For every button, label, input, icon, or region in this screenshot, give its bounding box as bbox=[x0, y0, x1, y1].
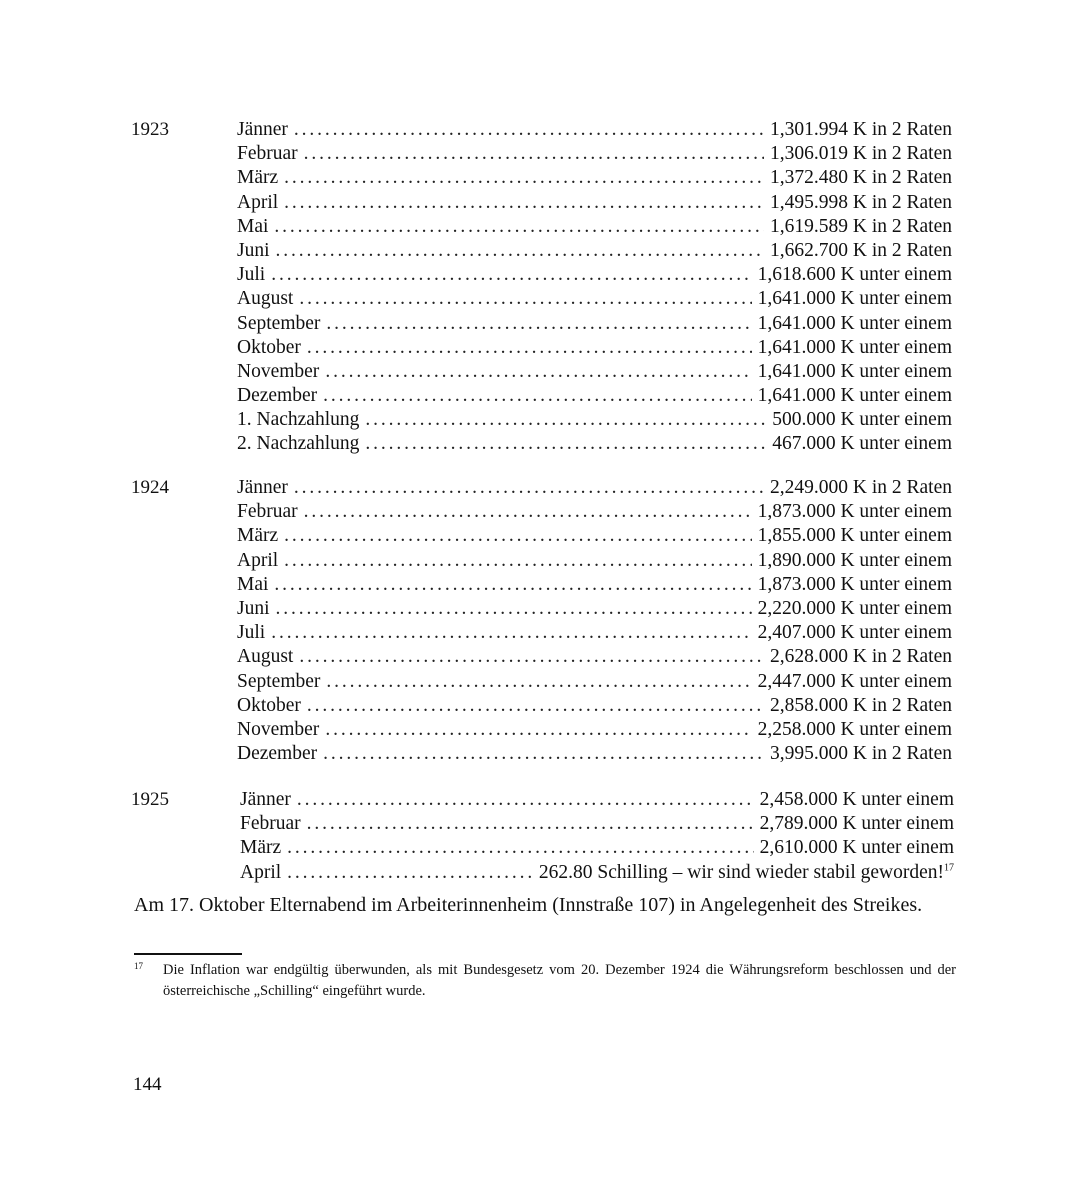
amount-value: 1,372.480 K in 2 Raten bbox=[770, 167, 952, 189]
footnote-reference: 17 bbox=[944, 862, 954, 874]
payment-list bbox=[240, 788, 954, 885]
payment-row bbox=[237, 476, 952, 500]
amount-value: 1,641.000 K unter einem bbox=[757, 336, 952, 358]
dot-leader bbox=[287, 836, 753, 860]
month-label: August bbox=[237, 288, 294, 310]
month-label: Jänner bbox=[237, 477, 288, 498]
dot-leader bbox=[294, 118, 764, 142]
amount-value: 2,220.000 K unter einem bbox=[757, 597, 952, 619]
amount-value: 2,458.000 K unter einem bbox=[759, 789, 954, 810]
month-label: Jänner bbox=[237, 119, 288, 140]
dot-leader bbox=[276, 597, 752, 621]
month-label: 2. Nachzahlung bbox=[237, 433, 360, 455]
dot-leader bbox=[323, 384, 751, 408]
payment-row bbox=[240, 788, 954, 812]
payment-row bbox=[240, 836, 954, 860]
dot-leader bbox=[287, 861, 533, 885]
amount-value: 1,618.600 K unter einem bbox=[757, 264, 952, 286]
footnote bbox=[134, 960, 956, 1002]
amount-value: 1,873.000 K unter einem bbox=[757, 573, 952, 595]
amount-value: 2,407.000 K unter einem bbox=[757, 622, 952, 644]
amount-value: 1,306.019 K in 2 Raten bbox=[770, 143, 952, 165]
dot-leader bbox=[271, 263, 751, 287]
month-label: September bbox=[237, 670, 321, 692]
dot-leader bbox=[307, 694, 764, 718]
month-label: Februar bbox=[237, 501, 298, 523]
month-label: Juli bbox=[237, 622, 266, 644]
dot-leader bbox=[325, 718, 751, 742]
amount-value: 2,249.000 K in 2 Raten bbox=[770, 477, 952, 498]
payment-row bbox=[237, 718, 952, 742]
dot-leader bbox=[299, 645, 764, 669]
payment-row bbox=[237, 215, 952, 239]
amount-value: 1,641.000 K unter einem bbox=[757, 288, 952, 310]
amount-value: 2,258.000 K unter einem bbox=[757, 718, 952, 740]
payment-row bbox=[237, 239, 952, 263]
payment-row bbox=[237, 287, 952, 311]
amount-value: 500.000 K unter einem bbox=[772, 409, 952, 431]
dot-leader bbox=[326, 312, 751, 336]
payment-row bbox=[237, 645, 952, 669]
page-number: 144 bbox=[133, 1074, 162, 1095]
payment-row bbox=[237, 694, 952, 718]
amount-value: 2,610.000 K unter einem bbox=[759, 837, 954, 859]
amount-value: 1,495.998 K in 2 Raten bbox=[770, 191, 952, 213]
month-label: Oktober bbox=[237, 336, 301, 358]
dot-leader bbox=[326, 670, 751, 694]
month-label: Juni bbox=[237, 239, 270, 261]
dot-leader bbox=[271, 621, 751, 645]
month-label: Jänner bbox=[240, 789, 291, 810]
amount-value: 1,619.589 K in 2 Raten bbox=[770, 215, 952, 237]
month-label: Mai bbox=[237, 215, 269, 237]
payment-row bbox=[237, 500, 952, 524]
year-label: 1923 bbox=[131, 119, 169, 140]
dot-leader bbox=[323, 742, 764, 766]
month-label: Februar bbox=[237, 143, 298, 165]
dot-leader bbox=[284, 191, 764, 215]
dot-leader bbox=[294, 476, 764, 500]
payment-row bbox=[237, 549, 952, 573]
month-label: März bbox=[237, 525, 279, 547]
payment-list bbox=[237, 476, 952, 766]
amount-value: 1,873.000 K unter einem bbox=[757, 501, 952, 523]
footnote-text: Die Inflation war endgültig überwunden, als mit Bundesgesetz vom 20. Dezember 1924 die Währungsreform beschlossen und der österreichische „Schilling“ eingeführt wurde. bbox=[163, 962, 956, 999]
month-label: Mai bbox=[237, 573, 269, 595]
month-label: September bbox=[237, 312, 321, 334]
dot-leader bbox=[284, 524, 751, 548]
amount-value: 1,641.000 K unter einem bbox=[757, 360, 952, 382]
amount-value: 3,995.000 K in 2 Raten bbox=[770, 743, 952, 765]
payment-row bbox=[237, 573, 952, 597]
payment-row bbox=[237, 360, 952, 384]
dot-leader bbox=[307, 812, 754, 836]
dot-leader bbox=[365, 432, 766, 456]
month-label: November bbox=[237, 718, 320, 740]
payment-row bbox=[240, 812, 954, 836]
month-label: März bbox=[237, 167, 279, 189]
payment-row bbox=[237, 742, 952, 766]
dot-leader bbox=[284, 166, 764, 190]
payment-row bbox=[237, 384, 952, 408]
month-label: April bbox=[237, 549, 279, 571]
month-label: Oktober bbox=[237, 694, 301, 716]
month-label: April bbox=[237, 191, 279, 213]
month-label: Juni bbox=[237, 597, 270, 619]
payment-row bbox=[237, 621, 952, 645]
month-label: Juli bbox=[237, 264, 266, 286]
month-label: August bbox=[237, 646, 294, 668]
payment-row bbox=[240, 861, 954, 885]
month-label: April bbox=[240, 861, 282, 883]
dot-leader bbox=[304, 500, 752, 524]
dot-leader bbox=[274, 573, 751, 597]
dot-leader bbox=[284, 549, 751, 573]
amount-value: 1,855.000 K unter einem bbox=[757, 525, 952, 547]
amount-value: 1,890.000 K unter einem bbox=[757, 549, 952, 571]
payment-row bbox=[237, 142, 952, 166]
month-label: Dezember bbox=[237, 385, 318, 407]
month-label: Februar bbox=[240, 813, 301, 835]
month-label: Dezember bbox=[237, 743, 318, 765]
amount-value: 1,662.700 K in 2 Raten bbox=[770, 239, 952, 261]
footnote-mark: 17 bbox=[134, 961, 143, 971]
payment-row bbox=[237, 166, 952, 190]
dot-leader bbox=[299, 287, 751, 311]
month-label: März bbox=[240, 837, 282, 859]
payment-row bbox=[237, 432, 952, 456]
month-label: 1. Nachzahlung bbox=[237, 409, 360, 431]
payment-row bbox=[237, 312, 952, 336]
amount-value: 2,858.000 K in 2 Raten bbox=[770, 694, 952, 716]
year-label: 1925 bbox=[131, 789, 169, 810]
amount-value: 1,641.000 K unter einem bbox=[757, 385, 952, 407]
amount-value: 2,628.000 K in 2 Raten bbox=[770, 646, 952, 668]
payment-row bbox=[237, 597, 952, 621]
payment-row bbox=[237, 118, 952, 142]
dot-leader bbox=[307, 336, 752, 360]
footnote-divider bbox=[134, 953, 242, 955]
body-paragraph: Am 17. Oktober Elternabend im Arbeiterinnenheim (Innstraße 107) in Angelegenheit des Streikes. bbox=[134, 894, 923, 916]
amount-value: 2,447.000 K unter einem bbox=[757, 670, 952, 692]
amount-value: 262.80 Schilling – wir sind wieder stabil geworden!$^{17}$ bbox=[538, 861, 954, 883]
dot-leader bbox=[304, 142, 764, 166]
dot-leader bbox=[365, 408, 766, 432]
payment-list bbox=[237, 118, 952, 457]
payment-row bbox=[237, 670, 952, 694]
dot-leader bbox=[325, 360, 751, 384]
payment-row bbox=[237, 263, 952, 287]
amount-value: 467.000 K unter einem bbox=[772, 433, 952, 455]
payment-row bbox=[237, 524, 952, 548]
dot-leader bbox=[297, 788, 754, 812]
month-label: November bbox=[237, 360, 320, 382]
payment-row bbox=[237, 408, 952, 432]
payment-row bbox=[237, 336, 952, 360]
payment-row bbox=[237, 191, 952, 215]
dot-leader bbox=[274, 215, 764, 239]
dot-leader bbox=[276, 239, 765, 263]
amount-value: 1,641.000 K unter einem bbox=[757, 312, 952, 334]
amount-value: 2,789.000 K unter einem bbox=[759, 813, 954, 835]
year-label: 1924 bbox=[131, 477, 169, 498]
amount-value: 1,301.994 K in 2 Raten bbox=[770, 119, 952, 140]
